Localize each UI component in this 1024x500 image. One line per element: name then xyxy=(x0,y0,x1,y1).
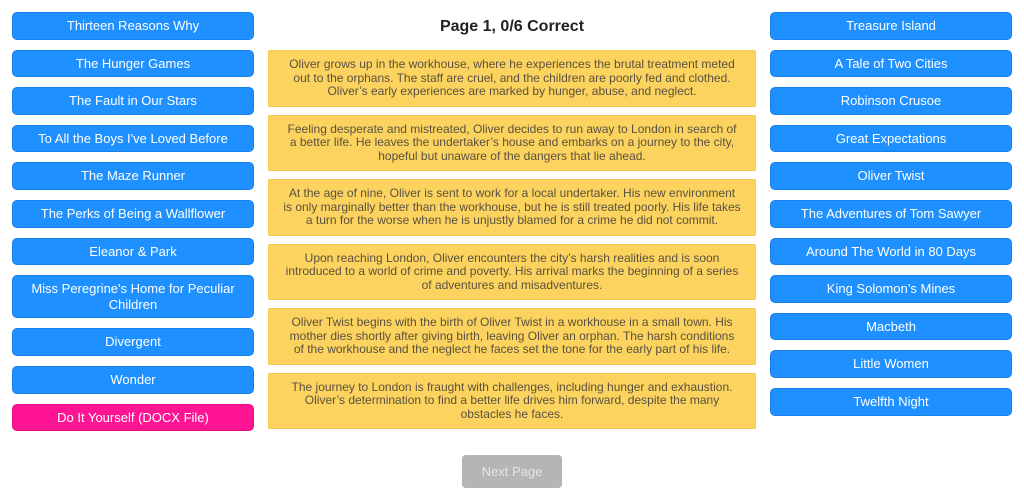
passage-card[interactable]: Oliver grows up in the workhouse, where he experiences the brutal treatment meted out to the orphans. The staff are cruel, and the children are poorly fed and clothed. Oliver’s early experiences are marked by hunger, abuse, and neglect. xyxy=(268,50,756,107)
book-option-button[interactable]: The Fault in Our Stars xyxy=(12,87,254,115)
book-option-button[interactable]: Macbeth xyxy=(770,313,1012,341)
book-option-button[interactable]: A Tale of Two Cities xyxy=(770,50,1012,78)
passage-card[interactable]: Oliver Twist begins with the birth of Oliver Twist in a workhouse in a small town. His mother dies shortly after giving birth, leaving Oliver an orphan. The harsh conditions of the workhouse and the neglect he faces set the tone for the early part of his life. xyxy=(268,308,756,365)
page-status-title: Page 1, 0/6 Correct xyxy=(439,18,585,35)
book-option-button[interactable]: Treasure Island xyxy=(770,12,1012,40)
book-option-button[interactable]: The Maze Runner xyxy=(12,162,254,190)
passage-list xyxy=(268,50,756,429)
passage-card[interactable]: Upon reaching London, Oliver encounters the city’s harsh realities and is soon introduced to a world of crime and poverty. His arrival marks the beginning of a series of adventures and misadventures. xyxy=(268,244,756,301)
book-option-button[interactable]: To All the Boys I've Loved Before xyxy=(12,125,254,153)
next-page-button[interactable]: Next Page xyxy=(462,455,563,488)
book-option-button[interactable]: The Hunger Games xyxy=(12,50,254,78)
book-option-button[interactable]: Thirteen Reasons Why xyxy=(12,12,254,40)
book-option-button[interactable]: Eleanor & Park xyxy=(12,238,254,266)
book-option-button[interactable]: Little Women xyxy=(770,350,1012,378)
right-book-list xyxy=(758,0,1024,500)
left-book-list xyxy=(0,0,266,500)
passage-card[interactable]: The journey to London is fraught with challenges, including hunger and exhaustion. Oliver’s determination to find a better life drives him forward, despite the many obstacles he faces. xyxy=(268,373,756,430)
book-option-button[interactable]: The Perks of Being a Wallflower xyxy=(12,200,254,228)
quiz-main-area xyxy=(266,0,758,500)
book-option-button[interactable]: King Solomon’s Mines xyxy=(770,275,1012,303)
book-option-button[interactable]: Twelfth Night xyxy=(770,388,1012,416)
book-option-button[interactable]: Robinson Crusoe xyxy=(770,87,1012,115)
book-option-button[interactable]: Oliver Twist xyxy=(770,162,1012,190)
book-option-button[interactable]: Divergent xyxy=(12,328,254,356)
book-option-button[interactable]: The Adventures of Tom Sawyer xyxy=(770,200,1012,228)
book-option-button[interactable]: Around The World in 80 Days xyxy=(770,238,1012,266)
do-it-yourself-button[interactable]: Do It Yourself (DOCX File) xyxy=(12,404,254,432)
book-option-button[interactable]: Wonder xyxy=(12,366,254,394)
book-option-button[interactable]: Great Expectations xyxy=(770,125,1012,153)
passage-card[interactable]: At the age of nine, Oliver is sent to work for a local undertaker. His new environment is only marginally better than the workhouse, but he is still treated poorly. His life takes a turn for the worse when he is unjustly blamed for a crime he did not commit. xyxy=(268,179,756,236)
book-option-button[interactable]: Miss Peregrine's Home for Peculiar Children xyxy=(12,275,254,318)
passage-card[interactable]: Feeling desperate and mistreated, Oliver decides to run away to London in search of a better life. He leaves the undertaker’s house and embarks on a journey to the city, hopeful but unaware of the dangers that lie ahead. xyxy=(268,115,756,172)
